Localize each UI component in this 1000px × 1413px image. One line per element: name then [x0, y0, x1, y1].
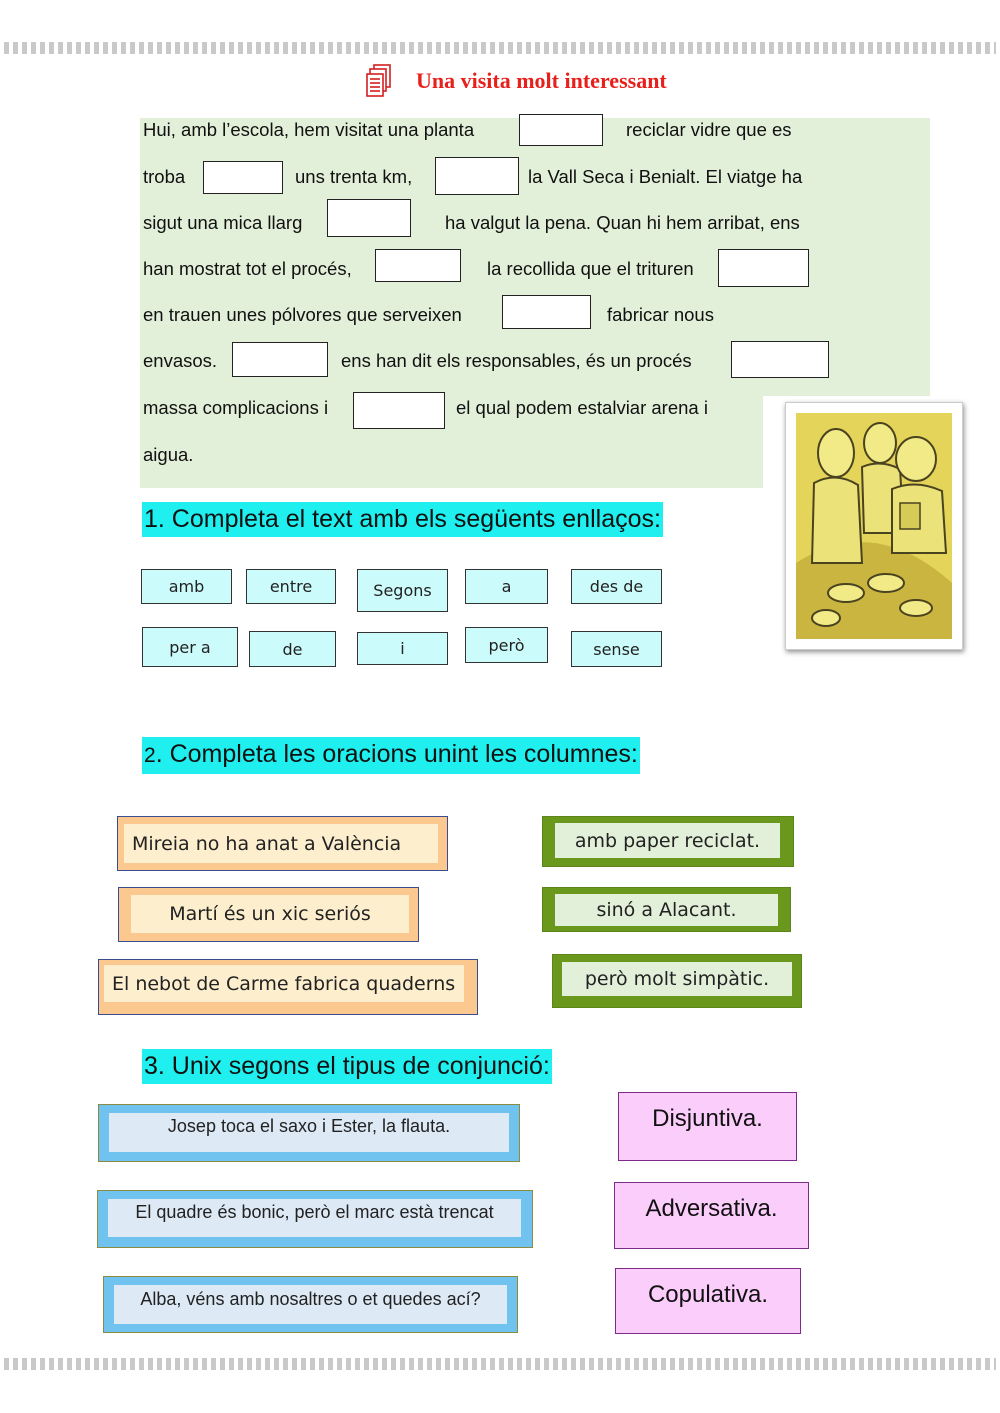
text-line-1b: reciclar vidre que es: [626, 119, 792, 140]
word-tile[interactable]: des de: [571, 569, 662, 604]
page-title: Una visita molt interessant: [416, 68, 667, 93]
blank-8[interactable]: [232, 342, 328, 377]
conj-type-copulativa[interactable]: Copulativa.: [615, 1268, 801, 1334]
text-line-7a: massa complicacions i: [143, 397, 329, 418]
conj-sentence-2[interactable]: [97, 1190, 533, 1248]
match-right-3[interactable]: [552, 954, 802, 1008]
blank-4[interactable]: [327, 199, 411, 237]
document-stack-icon: [366, 64, 392, 98]
match-right-1[interactable]: [542, 816, 794, 867]
text-line-4a: han mostrat tot el procés,: [143, 258, 352, 279]
word-tile[interactable]: de: [249, 631, 336, 667]
match-right-3-label: però molt simpàtic.: [562, 962, 792, 996]
blank-5[interactable]: [375, 249, 461, 282]
blank-7[interactable]: [502, 295, 591, 329]
word-tile[interactable]: amb: [141, 569, 232, 604]
section2-heading: [142, 737, 640, 774]
word-tile[interactable]: però: [465, 627, 548, 663]
text-line-2c: la Vall Seca i Benialt. El viatge ha: [528, 166, 803, 187]
text-line-1a: Hui, amb l’escola, hem visitat una planta: [143, 119, 475, 140]
blank-10[interactable]: [353, 392, 445, 429]
match-left-1[interactable]: [117, 816, 448, 871]
text-line-2a: troba: [143, 166, 186, 187]
top-border: [4, 42, 996, 54]
word-tile[interactable]: Segons: [357, 569, 448, 612]
section1-heading: 1. Completa el text amb els següents enllaços:: [142, 502, 663, 537]
text-line-3b: ha valgut la pena. Quan hi hem arribat, ens: [445, 212, 800, 233]
match-right-2-label: sinó a Alacant.: [555, 894, 778, 926]
match-left-2[interactable]: [118, 887, 419, 942]
match-left-3-label: El nebot de Carme fabrica quaderns: [104, 965, 464, 1002]
text-line-5a: en trauen unes pólvores que serveixen: [143, 304, 462, 325]
match-right-2[interactable]: [542, 887, 791, 932]
match-left-1-label: Mireia no ha anat a València: [124, 824, 438, 863]
conj-sentence-2-label: El quadre és bonic, però el marc està trencat: [108, 1199, 521, 1237]
conj-sentence-3[interactable]: [103, 1276, 518, 1333]
word-tile[interactable]: per a: [142, 627, 238, 667]
conj-type-disjuntiva[interactable]: Disjuntiva.: [618, 1092, 797, 1161]
text-line-8: aigua.: [143, 444, 194, 465]
section2-heading-text: . Completa les oracions unint les columnes:: [155, 740, 638, 768]
section3-heading: 3. Unix segons el tipus de conjunció:: [142, 1049, 552, 1084]
conj-sentence-1[interactable]: [98, 1104, 520, 1162]
text-line-2b: uns trenta km,: [295, 166, 413, 187]
text-line-5b: fabricar nous: [607, 304, 714, 325]
conj-sentence-3-label: Alba, véns amb nosaltres o et quedes ací?: [114, 1285, 507, 1324]
text-line-7b: el qual podem estalviar arena i: [456, 397, 708, 418]
text-line-6a: envasos.: [143, 350, 218, 371]
text-line-3a: sigut una mica llarg: [143, 212, 303, 233]
match-left-2-label: Martí és un xic seriós: [131, 895, 409, 933]
bottom-border: [4, 1358, 996, 1370]
illustration-photo: [785, 402, 963, 650]
word-tile[interactable]: sense: [571, 631, 662, 667]
text-line-4b: la recollida que el trituren: [487, 258, 694, 279]
section2-heading-number: 2: [144, 744, 156, 767]
match-left-3[interactable]: [98, 959, 478, 1015]
conj-sentence-1-label: Josep toca el saxo i Ester, la flauta.: [109, 1113, 509, 1152]
match-right-1-label: amb paper reciclat.: [555, 823, 780, 858]
blank-3[interactable]: [435, 157, 519, 195]
word-tile[interactable]: a: [465, 569, 548, 604]
blank-9[interactable]: [731, 341, 829, 378]
blank-6[interactable]: [718, 249, 809, 287]
blank-2[interactable]: [203, 161, 283, 194]
conj-type-adversativa[interactable]: Adversativa.: [614, 1182, 809, 1249]
blank-1[interactable]: [519, 114, 603, 146]
word-tile[interactable]: entre: [246, 569, 336, 604]
text-line-6b: ens han dit els responsables, és un procés: [341, 350, 692, 371]
word-tile[interactable]: i: [357, 632, 448, 665]
